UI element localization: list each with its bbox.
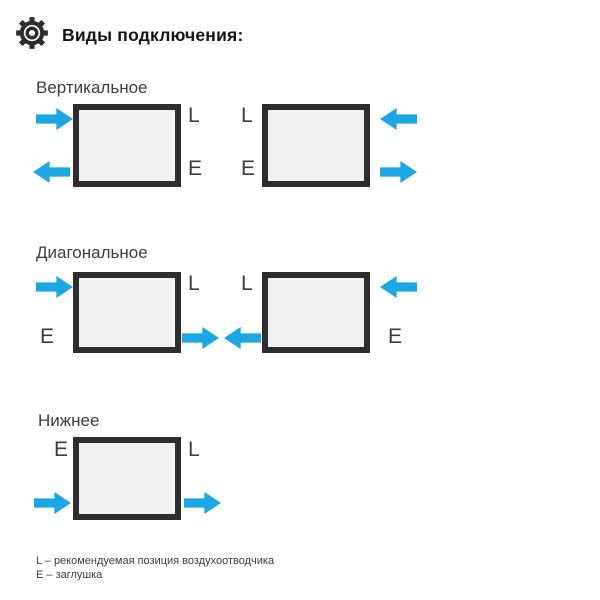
radiator	[262, 104, 370, 187]
port-label: L	[241, 104, 253, 127]
port-label: L	[188, 104, 200, 127]
port-label: E	[40, 325, 55, 348]
arrow-right-icon	[184, 492, 221, 514]
arrow-right-icon	[36, 108, 73, 130]
section-title-diagonal: Диагональное	[36, 243, 148, 262]
arrow-left-icon	[33, 161, 70, 183]
arrow-left-icon	[224, 327, 261, 349]
page-title: Виды подключения:	[62, 25, 244, 45]
port-label: E	[188, 157, 203, 180]
section-title-vertical: Вертикальное	[36, 78, 148, 97]
port-label: L	[188, 272, 200, 295]
radiator	[73, 104, 181, 187]
port-label: L	[188, 438, 200, 461]
radiator	[73, 272, 181, 353]
legend	[36, 554, 274, 582]
legend-line-l: L – рекомендуемая позиция воздухоотводчика	[36, 555, 275, 567]
port-label: E	[241, 157, 256, 180]
arrow-right-icon	[36, 276, 73, 298]
arrow-right-icon	[182, 327, 219, 349]
arrow-left-icon	[380, 276, 417, 298]
radiator	[73, 437, 181, 520]
port-label: L	[241, 272, 253, 295]
arrow-right-icon	[380, 161, 417, 183]
arrow-right-icon	[34, 492, 71, 514]
section-title-bottom: Нижнее	[38, 411, 100, 430]
gear-icon	[15, 16, 49, 50]
legend-line-e: E – заглушка	[36, 569, 103, 581]
arrow-left-icon	[380, 108, 417, 130]
port-label: E	[54, 438, 69, 461]
port-label: E	[388, 325, 403, 348]
radiator	[262, 272, 370, 353]
